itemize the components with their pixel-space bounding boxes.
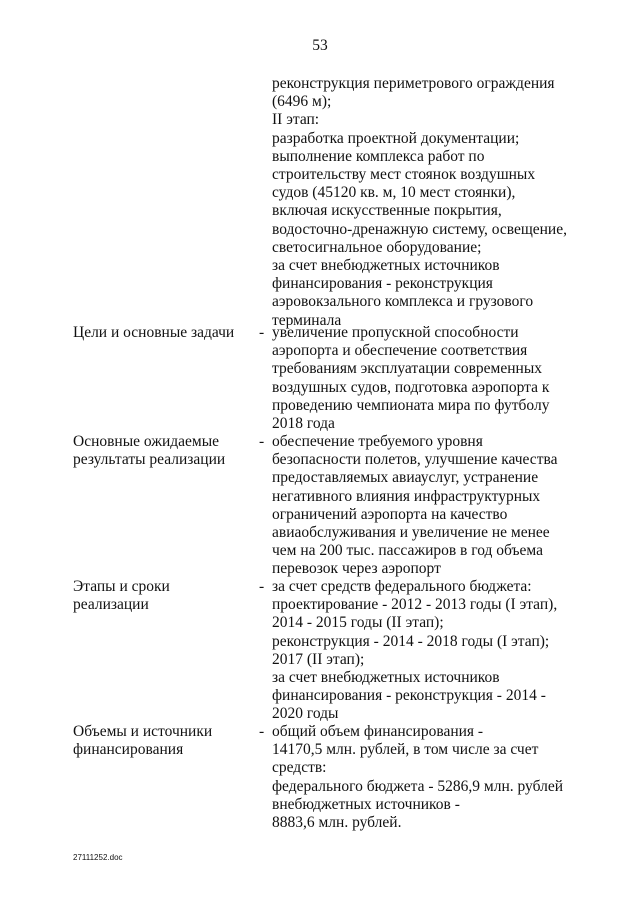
row-results-value xyxy=(272,433,557,579)
row-stages-value xyxy=(272,578,557,724)
text-line: перевозок через аэропорт xyxy=(272,560,441,578)
text-line: строительству мест стоянок воздушных xyxy=(272,166,536,184)
document-filename: 27111252.doc xyxy=(73,853,123,862)
label-line: финансирования xyxy=(73,741,184,759)
row-stages-dash: - xyxy=(259,578,265,595)
text-line: судов (45120 кв. м, 10 мест стоянки), xyxy=(272,184,516,202)
label-line: Цели и основные задачи xyxy=(73,324,235,341)
label-line: Основные ожидаемые xyxy=(73,433,220,450)
text-line: терминала xyxy=(272,311,342,329)
label-line: реализации xyxy=(73,596,149,614)
row-results-label xyxy=(73,433,225,469)
text-line: ограничений аэропорта на качество xyxy=(272,505,508,523)
text-line: выполнение комплекса работ по xyxy=(272,147,485,165)
text-line: реконструкция периметрового ограждения xyxy=(272,75,555,92)
text-line: 2014 - 2015 годы (II этап); xyxy=(272,614,444,632)
text-line: общий объем финансирования - xyxy=(272,723,484,740)
text-line: 2017 (II этап); xyxy=(272,650,365,668)
label-line: результаты реализации xyxy=(73,451,226,469)
text-line: за счет внебюджетных источников xyxy=(272,257,500,275)
text-line: 2018 года xyxy=(272,415,335,433)
label-line: Объемы и источники xyxy=(73,723,213,740)
text-line: 2020 годы xyxy=(272,705,339,723)
continuation-text xyxy=(272,75,567,330)
text-line: негативного влияния инфраструктурных xyxy=(272,487,541,505)
row-funding-dash: - xyxy=(259,723,265,740)
text-line: (6496 м); xyxy=(272,93,332,111)
text-line: чем на 200 тыс. пассажиров в год объема xyxy=(272,542,544,560)
text-line: 8883,6 млн. рублей. xyxy=(272,814,402,832)
text-line: за счет внебюджетных источников xyxy=(272,669,500,687)
text-line: II этап: xyxy=(272,111,320,129)
text-line: светосигнальное оборудование; xyxy=(272,238,482,256)
text-line: требованиям эксплуатации современных xyxy=(272,360,542,378)
text-line: авиаобслуживания и увеличение не менее xyxy=(272,524,550,542)
label-line: Этапы и сроки xyxy=(73,578,170,595)
text-line: проведению чемпионата мира по футболу xyxy=(272,396,550,414)
text-line: за счет средств федерального бюджета: xyxy=(272,578,532,595)
text-line: проектирование - 2012 - 2013 годы (I этап), xyxy=(272,596,558,614)
text-line: финансирования - реконструкция - 2014 - xyxy=(272,687,546,705)
text-line: финансирования - реконструкция xyxy=(272,275,493,293)
text-line: реконструкция - 2014 - 2018 годы (I этап); xyxy=(272,632,550,650)
row-results-dash: - xyxy=(259,433,265,450)
text-line: предоставляемых авиауслуг, устранение xyxy=(272,469,539,487)
text-line: аэропорта и обеспечение соответствия xyxy=(272,342,528,360)
text-line: 14170,5 млн. рублей, в том числе за счет xyxy=(272,741,539,759)
text-line: разработка проектной документации; xyxy=(272,129,520,147)
row-goals-label xyxy=(73,324,234,342)
text-line: обеспечение требуемого уровня xyxy=(272,433,483,450)
row-funding-value xyxy=(272,723,563,832)
text-line: водосточно-дренажную систему, освещение, xyxy=(272,220,567,238)
row-goals-dash: - xyxy=(259,324,265,341)
text-line: внебюджетных источников - xyxy=(272,795,460,813)
text-line: включая искусственные покрытия, xyxy=(272,202,502,220)
page-number: 53 xyxy=(312,37,328,54)
text-line: аэровокзального комплекса и грузового xyxy=(272,293,534,311)
text-line: увеличение пропускной способности xyxy=(272,324,519,341)
text-line: средств: xyxy=(272,759,327,777)
text-line: федерального бюджета - 5286,9 млн. рублей xyxy=(272,777,563,795)
row-stages-label xyxy=(73,578,170,614)
text-line: безопасности полетов, улучшение качества xyxy=(272,451,558,469)
row-goals-value xyxy=(272,324,549,433)
text-line: воздушных судов, подготовка аэропорта к xyxy=(272,378,550,396)
row-funding-label xyxy=(73,723,212,759)
